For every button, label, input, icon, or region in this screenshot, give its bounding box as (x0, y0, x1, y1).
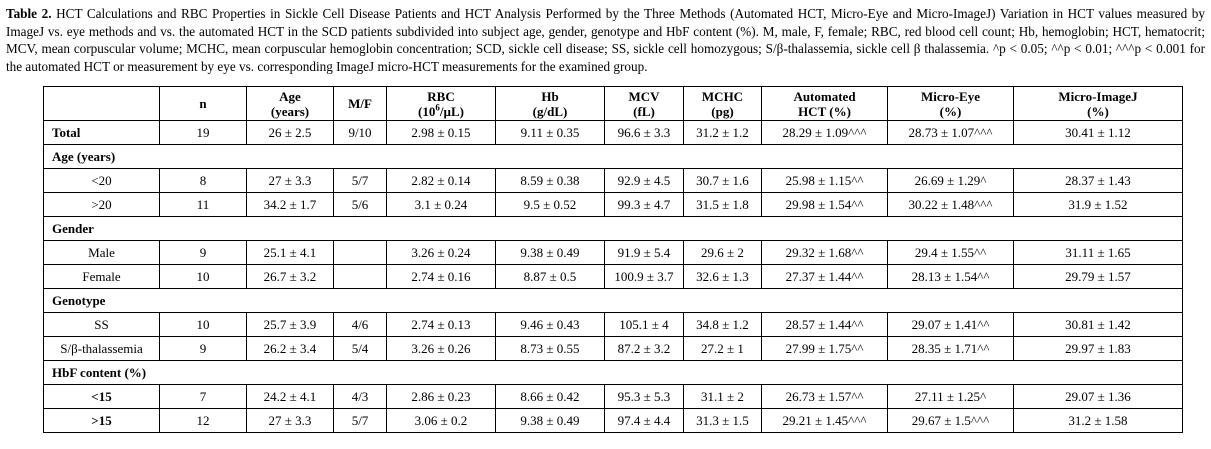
section-row-hbf (44, 361, 1183, 385)
cell-micro-imagej: 28.37 ± 1.43 (1014, 169, 1183, 193)
header-imagej-line2: (%) (1087, 103, 1109, 119)
cell-micro-eye: 29.67 ± 1.5^^^ (888, 409, 1014, 433)
header-hb-line1: Hb (541, 88, 559, 104)
header-age-line2: (years) (270, 103, 310, 119)
cell-micro-eye: 26.69 ± 1.29^ (888, 169, 1014, 193)
cell-mcv: 92.9 ± 4.5 (605, 169, 684, 193)
cell-hb: 9.46 ± 0.43 (496, 313, 605, 337)
header-age (247, 87, 334, 121)
cell-mcv: 105.1 ± 4 (605, 313, 684, 337)
cell-n: 10 (160, 265, 247, 289)
header-auto-line2: HCT (%) (798, 103, 851, 119)
cell-automated-hct: 29.98 ± 1.54^^ (762, 193, 888, 217)
cell-hb: 8.59 ± 0.38 (496, 169, 605, 193)
cell-hb: 9.38 ± 0.49 (496, 409, 605, 433)
cell-automated-hct: 28.29 ± 1.09^^^ (762, 121, 888, 145)
row-label: Female (44, 265, 160, 289)
cell-automated-hct: 28.57 ± 1.44^^ (762, 313, 888, 337)
cell-rbc: 2.98 ± 0.15 (387, 121, 496, 145)
cell-rbc: 2.82 ± 0.14 (387, 169, 496, 193)
cell-mf (334, 241, 387, 265)
cell-hb: 9.11 ± 0.35 (496, 121, 605, 145)
cell-rbc: 2.74 ± 0.13 (387, 313, 496, 337)
cell-automated-hct: 25.98 ± 1.15^^ (762, 169, 888, 193)
header-mcv (605, 87, 684, 121)
cell-hb: 8.87 ± 0.5 (496, 265, 605, 289)
cell-micro-eye: 29.4 ± 1.55^^ (888, 241, 1014, 265)
cell-n: 8 (160, 169, 247, 193)
header-rbc (387, 87, 496, 121)
header-auto-line1: Automated (793, 88, 856, 104)
cell-mf: 4/3 (334, 385, 387, 409)
header-row (44, 87, 1183, 121)
table-row (44, 193, 1183, 217)
header-mf: M/F (334, 87, 387, 121)
row-label: >20 (44, 193, 160, 217)
cell-mchc: 29.6 ± 2 (684, 241, 762, 265)
cell-micro-eye: 30.22 ± 1.48^^^ (888, 193, 1014, 217)
cell-age: 26 ± 2.5 (247, 121, 334, 145)
header-rbc-unit-post: /µL) (439, 103, 464, 119)
cell-hb: 8.66 ± 0.42 (496, 385, 605, 409)
cell-mchc: 31.2 ± 1.2 (684, 121, 762, 145)
cell-hb: 8.73 ± 0.55 (496, 337, 605, 361)
row-label: >15 (44, 409, 160, 433)
table-caption (6, 5, 1205, 75)
cell-mf: 5/7 (334, 409, 387, 433)
header-micro-imagej (1014, 87, 1183, 121)
row-label: <20 (44, 169, 160, 193)
cell-mf: 5/4 (334, 337, 387, 361)
cell-n: 7 (160, 385, 247, 409)
cell-mcv: 100.9 ± 3.7 (605, 265, 684, 289)
header-n: n (160, 87, 247, 121)
cell-mf: 5/7 (334, 169, 387, 193)
cell-mchc: 30.7 ± 1.6 (684, 169, 762, 193)
caption-label: Table 2. (6, 6, 52, 21)
cell-mf: 4/6 (334, 313, 387, 337)
header-mcv-line1: MCV (628, 88, 660, 104)
cell-age: 25.7 ± 3.9 (247, 313, 334, 337)
section-row-gender (44, 217, 1183, 241)
row-label: Total (44, 121, 160, 145)
header-eye-line2: (%) (939, 103, 962, 119)
header-age-line1: Age (279, 88, 301, 104)
cell-mcv: 95.3 ± 5.3 (605, 385, 684, 409)
cell-age: 34.2 ± 1.7 (247, 193, 334, 217)
cell-n: 9 (160, 241, 247, 265)
cell-mchc: 34.8 ± 1.2 (684, 313, 762, 337)
cell-micro-eye: 28.35 ± 1.71^^ (888, 337, 1014, 361)
table-row (44, 169, 1183, 193)
cell-age: 27 ± 3.3 (247, 409, 334, 433)
cell-age: 27 ± 3.3 (247, 169, 334, 193)
cell-hb: 9.38 ± 0.49 (496, 241, 605, 265)
cell-age: 24.2 ± 4.1 (247, 385, 334, 409)
total-row (44, 121, 1183, 145)
cell-age: 25.1 ± 4.1 (247, 241, 334, 265)
cell-micro-imagej: 31.11 ± 1.65 (1014, 241, 1183, 265)
cell-mcv: 87.2 ± 3.2 (605, 337, 684, 361)
cell-micro-imagej: 31.2 ± 1.58 (1014, 409, 1183, 433)
cell-automated-hct: 27.37 ± 1.44^^ (762, 265, 888, 289)
header-rbc-unit-pre: (10 (418, 103, 436, 119)
cell-hb: 9.5 ± 0.52 (496, 193, 605, 217)
cell-mcv: 91.9 ± 5.4 (605, 241, 684, 265)
cell-n: 10 (160, 313, 247, 337)
cell-micro-imagej: 29.79 ± 1.57 (1014, 265, 1183, 289)
cell-n: 9 (160, 337, 247, 361)
cell-automated-hct: 29.21 ± 1.45^^^ (762, 409, 888, 433)
row-label: S/β-thalassemia (44, 337, 160, 361)
section-row-genotype (44, 289, 1183, 313)
header-micro-eye (888, 87, 1014, 121)
row-label: <15 (44, 385, 160, 409)
cell-rbc: 3.1 ± 0.24 (387, 193, 496, 217)
data-table (43, 86, 1183, 433)
section-row-age (44, 145, 1183, 169)
section-title-hbf: HbF content (%) (44, 361, 1183, 385)
cell-mf (334, 265, 387, 289)
cell-age: 26.7 ± 3.2 (247, 265, 334, 289)
header-mchc-line1: MCHC (701, 88, 744, 104)
table-row (44, 409, 1183, 433)
cell-micro-eye: 29.07 ± 1.41^^ (888, 313, 1014, 337)
table-row (44, 265, 1183, 289)
cell-micro-imagej: 30.81 ± 1.42 (1014, 313, 1183, 337)
cell-n: 12 (160, 409, 247, 433)
cell-mcv: 96.6 ± 3.3 (605, 121, 684, 145)
section-title-age: Age (years) (44, 145, 1183, 169)
cell-mf: 5/6 (334, 193, 387, 217)
header-hb (496, 87, 605, 121)
cell-mcv: 99.3 ± 4.7 (605, 193, 684, 217)
row-label: SS (44, 313, 160, 337)
cell-micro-eye: 28.73 ± 1.07^^^ (888, 121, 1014, 145)
section-title-genotype: Genotype (44, 289, 1183, 313)
cell-automated-hct: 27.99 ± 1.75^^ (762, 337, 888, 361)
cell-micro-eye: 27.11 ± 1.25^ (888, 385, 1014, 409)
caption-text: HCT Calculations and RBC Properties in Sickle Cell Disease Patients and HCT Analysis Performed by the Three Methods (Automated HCT, Micro-Eye and Micro-ImageJ) Variation in HCT values measured by ImageJ vs. eye methods and vs. the automated HCT in the SCD patients subdivided into subject age, gender, genotype and HbF content (%). M, male, F, female; RBC, red blood cell count; Hb, hemoglobin; HCT, hematocrit; MCV, mean corpuscular volume; MCHC, mean corpuscular hemoglobin concentration; SCD, sickle cell disease; SS, sickle cell homozygous; S/β-thalassemia, sickle cell β thalassemia. ^p < 0.05; ^^p < 0.01; ^^^p < 0.001 for the automated HCT or measurement by eye vs. corresponding ImageJ micro-HCT measurements for the examined group. (6, 6, 1205, 74)
header-mcv-line2: (fL) (633, 103, 655, 119)
cell-rbc: 2.86 ± 0.23 (387, 385, 496, 409)
header-rbc-line1: RBC (427, 88, 455, 104)
cell-rbc: 3.06 ± 0.2 (387, 409, 496, 433)
header-blank (44, 87, 160, 121)
cell-mchc: 31.1 ± 2 (684, 385, 762, 409)
cell-automated-hct: 26.73 ± 1.57^^ (762, 385, 888, 409)
header-hb-line2: (g/dL) (532, 103, 568, 119)
cell-automated-hct: 29.32 ± 1.68^^ (762, 241, 888, 265)
cell-rbc: 2.74 ± 0.16 (387, 265, 496, 289)
cell-age: 26.2 ± 3.4 (247, 337, 334, 361)
cell-n: 11 (160, 193, 247, 217)
cell-mcv: 97.4 ± 4.4 (605, 409, 684, 433)
cell-micro-imagej: 29.97 ± 1.83 (1014, 337, 1183, 361)
cell-mchc: 31.3 ± 1.5 (684, 409, 762, 433)
table-row (44, 241, 1183, 265)
cell-rbc: 3.26 ± 0.24 (387, 241, 496, 265)
table-row (44, 385, 1183, 409)
header-rbc-unit-sup: 6 (435, 102, 440, 113)
header-mchc (684, 87, 762, 121)
table-row (44, 313, 1183, 337)
cell-micro-imagej: 31.9 ± 1.52 (1014, 193, 1183, 217)
cell-mchc: 27.2 ± 1 (684, 337, 762, 361)
header-mchc-line2: (pg) (711, 103, 734, 119)
cell-mchc: 31.5 ± 1.8 (684, 193, 762, 217)
cell-micro-imagej: 29.07 ± 1.36 (1014, 385, 1183, 409)
row-label: Male (44, 241, 160, 265)
header-eye-line1: Micro-Eye (921, 88, 980, 104)
header-automated-hct (762, 87, 888, 121)
cell-micro-eye: 28.13 ± 1.54^^ (888, 265, 1014, 289)
cell-mchc: 32.6 ± 1.3 (684, 265, 762, 289)
cell-rbc: 3.26 ± 0.26 (387, 337, 496, 361)
table-row (44, 337, 1183, 361)
cell-mf: 9/10 (334, 121, 387, 145)
cell-n: 19 (160, 121, 247, 145)
header-imagej-line1: Micro-ImageJ (1058, 88, 1138, 104)
cell-micro-imagej: 30.41 ± 1.12 (1014, 121, 1183, 145)
section-title-gender: Gender (44, 217, 1183, 241)
